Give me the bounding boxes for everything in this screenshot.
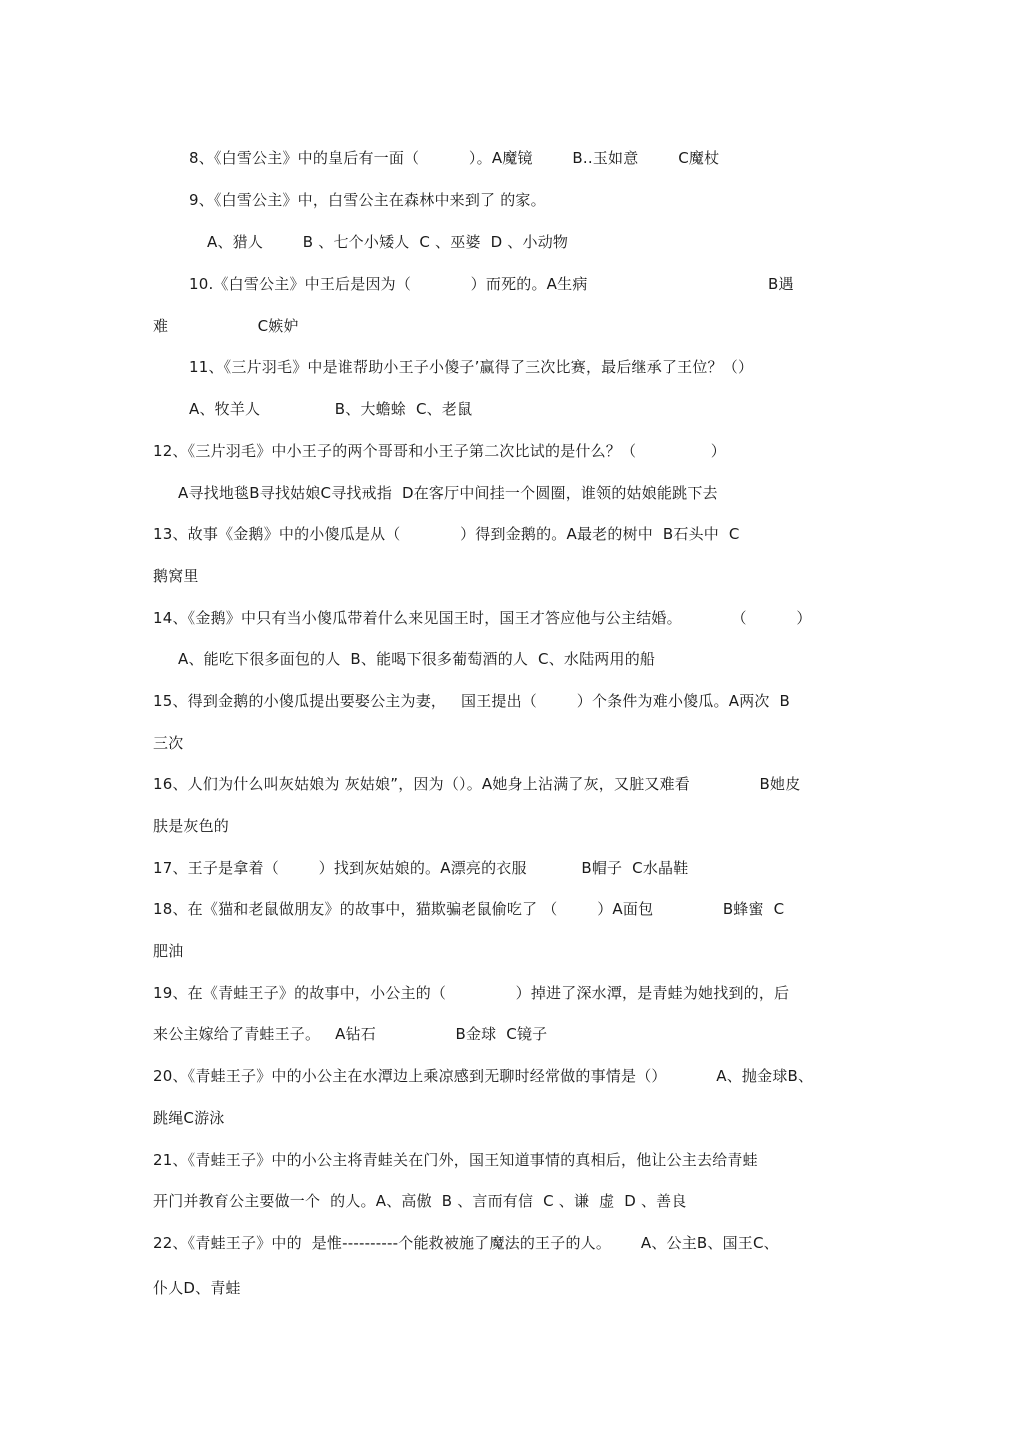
question-14: 14、《金鹅》中只有当小傻瓜带着什么来见国王时，国王才答应他与公主结婚。 （ ） xyxy=(153,609,812,627)
question-11-options: A、牧羊人 B、大蟾蜍 C、老鼠 xyxy=(189,400,473,418)
question-16: 16、人们为什么叫灰姑娘为 灰姑娘”，因为（）。A她身上沾满了灰，又脏又难看 B她皮 xyxy=(153,775,801,793)
question-19: 19、在《青蛙王子》的故事中，小公主的（ ）掉进了深水潭，是青蛙为她找到的，后 xyxy=(153,984,790,1002)
question-10: 10.《白雪公主》中王后是因为（ ）而死的。A生病 xyxy=(189,275,588,293)
question-13-continuation: 鹅窝里 xyxy=(153,567,199,585)
question-17: 17、王子是拿着（ ）找到灰姑娘的。A漂亮的衣服 B帽子 C水晶鞋 xyxy=(153,859,689,877)
question-12-options: A寻找地毯B寻找姑娘C寻找戒指 D在客厅中间挂一个圆圈，谁领的姑娘能跳下去 xyxy=(178,484,718,502)
question-19-continuation: 来公主嫁给了青蛙王子。 A钻石 B金球 C镜子 xyxy=(153,1025,548,1043)
question-18-continuation: 肥油 xyxy=(153,942,184,960)
question-22-continuation: 仆人D、青蛙 xyxy=(153,1279,241,1297)
question-21: 21、《青蛙王子》中的小公主将青蛙关在门外，国王知道事情的真相后，他让公主去给青蛙 xyxy=(153,1151,758,1169)
question-21-continuation: 开门并教育公主要做一个 的人。A、高傲 B 、言而有信 C 、谦 虚 D 、善良 xyxy=(153,1192,687,1210)
question-12: 12、《三片羽毛》中小王子的两个哥哥和小王子第二次比试的是什么？（ ） xyxy=(153,442,726,460)
question-15-continuation: 三次 xyxy=(153,734,184,752)
question-20-continuation: 跳绳C游泳 xyxy=(153,1109,225,1127)
question-11: 11、《三片羽毛》中是谁帮助小王子小傻子’赢得了三次比赛，最后继承了王位？（） xyxy=(189,358,754,376)
question-8: 8、《白雪公主》中的皇后有一面（ ）。A魔镜 B..玉如意 C魔杖 xyxy=(189,149,720,167)
question-9: 9、《白雪公主》中，白雪公主在森林中来到了 的家。 xyxy=(189,191,546,209)
question-9-options: A、猎人 B 、七个小矮人 C 、巫婆 D 、小动物 xyxy=(207,233,569,251)
question-14-options: A、能吃下很多面包的人 B、能喝下很多葡萄酒的人 C、水陆两用的船 xyxy=(178,650,656,668)
question-10-option-b: B遇 xyxy=(768,275,794,293)
question-13: 13、故事《金鹅》中的小傻瓜是从（ ）得到金鹅的。A最老的树中 B石头中 C xyxy=(153,525,740,543)
question-20: 20、《青蛙王子》中的小公主在水潭边上乘凉感到无聊时经常做的事情是（） A、抛金球B、 xyxy=(153,1067,814,1085)
question-18: 18、在《猫和老鼠做朋友》的故事中，猫欺骗老鼠偷吃了 （ ）A面包 B蜂蜜 C xyxy=(153,900,785,918)
question-15: 15、得到金鹅的小傻瓜提出要娶公主为妻， 国王提出（ ）个条件为难小傻瓜。A两次 B xyxy=(153,692,791,710)
question-10-continuation: 难 C嫉妒 xyxy=(153,317,299,335)
question-16-continuation: 肤是灰色的 xyxy=(153,817,230,835)
question-22: 22、《青蛙王子》中的 是惟----------个能救被施了魔法的王子的人。 A、公主B、国王C、 xyxy=(153,1234,779,1252)
